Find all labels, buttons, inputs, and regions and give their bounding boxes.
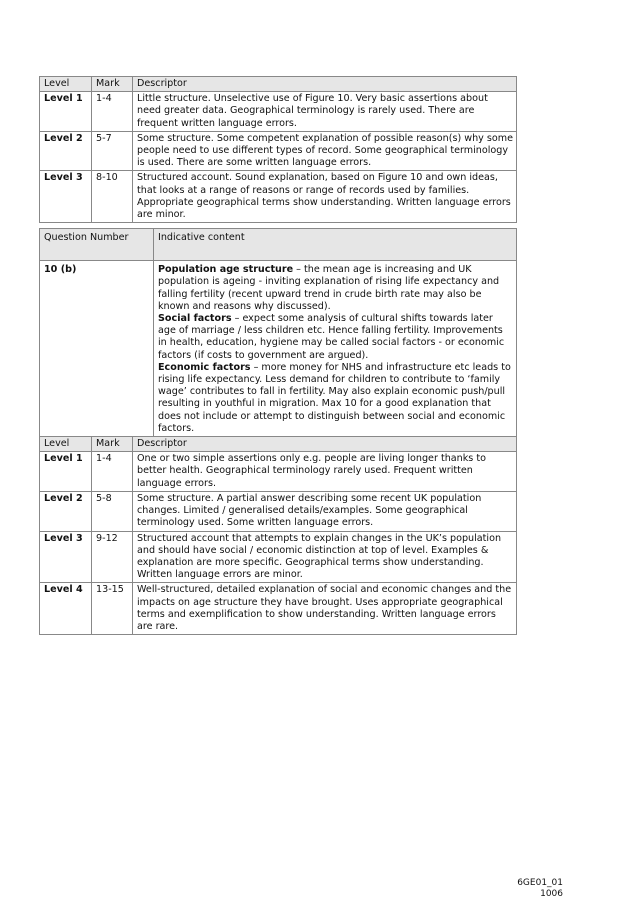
header-descriptor: Descriptor (133, 77, 517, 92)
mark-scheme (39, 76, 517, 635)
heading-social-factors: Social factors (158, 313, 232, 325)
table-row (40, 261, 517, 437)
level-cell: Level 3 (40, 531, 92, 583)
paragraph-population-age-structure: Population age structure – the mean age is increasing and UK population is ageing - inviting explanation of rising life expectancy and falling fertility (recent upward trend in crude birth rate may also be known and reasons why discussed). (158, 264, 500, 312)
header-level: Level (40, 77, 92, 92)
mark-cell: 8-10 (92, 171, 133, 223)
table-header-row (40, 77, 517, 92)
descriptor-cell: Well-structured, detailed explanation of social and economic changes and the impacts on age structure they have brought. Uses appropriate geographical terms and exemplification to show understanding. Written language errors are rare. (133, 583, 517, 635)
table-header-row (40, 229, 517, 261)
footer-date: 1006 (540, 889, 563, 899)
mark-cell: 9-12 (92, 531, 133, 583)
mark-cell: 5-7 (92, 131, 133, 171)
header-mark: Mark (92, 437, 133, 452)
level-cell: Level 1 (40, 92, 92, 132)
descriptor-cell: Little structure. Unselective use of Figure 10. Very basic assertions about need greater data. Geographical terminology is rarely used. There are frequent written language errors. (133, 92, 517, 132)
header-mark: Mark (92, 77, 133, 92)
header-descriptor: Descriptor (133, 437, 517, 452)
mark-cell: 13-15 (92, 583, 133, 635)
mark-cell: 1-4 (92, 452, 133, 492)
mark-cell: 5-8 (92, 491, 133, 531)
level-cell: Level 2 (40, 491, 92, 531)
question-number-cell: 10 (b) (40, 261, 154, 437)
level-cell: Level 1 (40, 452, 92, 492)
level-cell: Level 2 (40, 131, 92, 171)
heading-population-age-structure: Population age structure (158, 264, 294, 276)
header-level: Level (40, 437, 92, 452)
indicative-content-table (39, 228, 517, 437)
mark-table-10a (39, 76, 517, 223)
header-question-number: Question Number (40, 229, 154, 261)
paragraph-economic-factors: Economic factors – more money for NHS and infrastructure etc leads to rising life expectancy. Less demand for children to contribute to ‘family wage’ contributes to fall in fertility. May also explain economic push/pull resulting in youthful in migration. Max 10 for a good explanation that does not include or attempt to distinguish between social and economic factors. (158, 361, 511, 434)
page-footer (503, 878, 563, 900)
descriptor-cell: Some structure. Some competent explanation of possible reason(s) why some people need to use different types of record. Some geographical terminology is used. There are some written language errors. (133, 131, 517, 171)
table-row (40, 452, 517, 492)
paragraph-social-factors: Social factors – expect some analysis of cultural shifts towards later age of marriage / less children etc. Hence falling fertility. Improvements in health, education, hygiene may be called social factors - or economic factors (if costs to government are argued). (158, 313, 505, 361)
table-row (40, 583, 517, 635)
mark-cell: 1-4 (92, 92, 133, 132)
level-cell: Level 3 (40, 171, 92, 223)
descriptor-cell: Structured account that attempts to explain changes in the UK’s population and should have social / economic distinction at top of level. Examples & explanation are more specific. Geographical terms show understanding. Written language errors are minor. (133, 531, 517, 583)
descriptor-cell: Some structure. A partial answer describing some recent UK population changes. Limited / generalised details/examples. Some geographical terminology used. Some written language errors. (133, 491, 517, 531)
level-cell: Level 4 (40, 583, 92, 635)
footer-code: 6GE01_01 (517, 878, 563, 888)
table-row (40, 171, 517, 223)
mark-table-10b (39, 436, 517, 635)
header-indicative-content: Indicative content (154, 229, 517, 261)
table-row (40, 92, 517, 132)
descriptor-cell: Structured account. Sound explanation, based on Figure 10 and own ideas, that looks at a range of reasons or range of records used by families. Appropriate geographical terms show understanding. Written language errors are minor. (133, 171, 517, 223)
table-header-row (40, 437, 517, 452)
table-row (40, 491, 517, 531)
indicative-content-cell (154, 261, 517, 437)
descriptor-cell: One or two simple assertions only e.g. people are living longer thanks to better health. Geographical terminology rarely used. Frequent written language errors. (133, 452, 517, 492)
table-row (40, 131, 517, 171)
table-row (40, 531, 517, 583)
heading-economic-factors: Economic factors (158, 361, 251, 373)
